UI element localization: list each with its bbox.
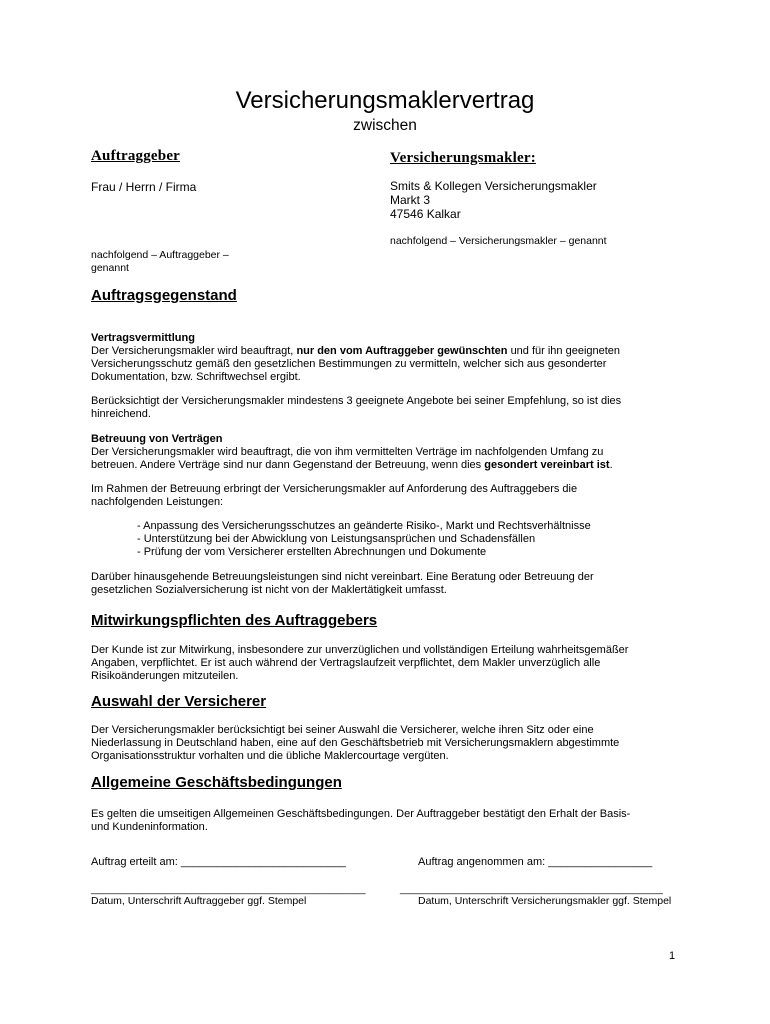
paragraph-vermittlung-line-1: Der Versicherungsmakler wird beauftragt, nur den vom Auftraggeber gewünschten und für ihn geeigneten: [91, 345, 621, 357]
broker-signature-caption: Datum, Unterschrift Versicherungsmakler ggf. Stempel: [418, 895, 672, 907]
paragraph-sozialversicherung-line-1: Darüber hinausgehende Betreuungsleistungen sind nicht vereinbart. Eine Beratung oder Betreuung der: [91, 571, 594, 583]
list-item: - Unterstützung bei der Abwicklung von Leistungsansprüchen und Schadensfällen: [137, 533, 536, 545]
paragraph-agb-line-2: und Kundeninformation.: [91, 821, 208, 833]
paragraph-angebote-line-2: hinreichend.: [91, 408, 151, 420]
section-heading-auftragsgegenstand: Auftragsgegenstand: [91, 287, 237, 304]
paragraph-vermittlung-line-3: Dokumentation, bzw. Schriftwechsel ergibt.: [91, 371, 301, 383]
section-heading-agb: Allgemeine Geschäftsbedingungen: [91, 774, 342, 791]
paragraph-auswahl-line-3: Organisationsstruktur vorhalten und die übliche Maklercourtage vergüten.: [91, 750, 449, 762]
paragraph-leistungen-line-1: Im Rahmen der Betreuung erbringt der Versicherungsmakler auf Anforderung des Auftraggebers die: [91, 483, 578, 495]
paragraph-auswahl-line-1: Der Versicherungsmakler berücksichtigt bei seiner Auswahl die Versicherer, welche ihren Sitz oder eine: [91, 724, 594, 736]
broker-address-line-1: Smits & Kollegen Versicherungsmakler: [390, 179, 597, 193]
client-signature-line: _______________________________________________: [91, 883, 366, 895]
order-date-field: Auftrag erteilt am: ___________________________: [91, 856, 347, 868]
client-designation: nachfolgend – Auftraggeber –: [91, 249, 229, 261]
client-name-line: Frau / Herrn / Firma: [91, 180, 197, 194]
client-heading: Auftraggeber: [91, 148, 181, 164]
paragraph-auswahl-line-2: Niederlassung in Deutschland haben, eine auf den Geschäftsbetrieb mit Versicherungsmaklern abgestimmte: [91, 737, 620, 749]
paragraph-angebote-line-1: Berücksichtigt der Versicherungsmakler mindestens 3 geeignete Angebote bei seiner Empfehlung, so ist dies: [91, 395, 622, 407]
client-signature-caption: Datum, Unterschrift Auftraggeber ggf. Stempel: [91, 895, 307, 907]
paragraph-mitwirkung-line-3: Risikoänderungen mitzuteilen.: [91, 670, 239, 682]
paragraph-leistungen-line-2: nachfolgenden Leistungen:: [91, 496, 224, 508]
section-heading-auswahl: Auswahl der Versicherer: [91, 693, 267, 710]
paragraph-mitwirkung-line-2: Angaben, verpflichtet. Er ist auch während der Vertragslaufzeit verpflichtet, dem Makler unverzüglich alle: [91, 657, 601, 669]
document-subtitle: zwischen: [353, 117, 417, 134]
list-item: - Prüfung der vom Versicherer erstellten Abrechnungen und Dokumente: [137, 546, 487, 558]
subheading-vertragsvermittlung: Vertragsvermittlung: [91, 332, 195, 344]
acceptance-date-field: Auftrag angenommen am: _________________: [418, 856, 653, 868]
subheading-betreuung: Betreuung von Verträgen: [91, 433, 223, 445]
paragraph-sozialversicherung-line-2: gesetzlichen Sozialversicherung ist nicht von der Maklertätigkeit umfasst.: [91, 584, 447, 596]
broker-address-line-3: 47546 Kalkar: [390, 207, 461, 221]
broker-address-line-2: Markt 3: [390, 193, 431, 207]
client-designation-genannt: genannt: [91, 262, 129, 274]
broker-signature-line: _____________________________________________: [400, 883, 663, 895]
paragraph-betreuung-line-2: betreuen. Andere Verträge sind nur dann Gegenstand der Betreuung, wenn dies gesondert vereinbart ist.: [91, 459, 613, 471]
page-number: 1: [669, 950, 676, 962]
section-heading-mitwirkungspflichten: Mitwirkungspflichten des Auftraggebers: [91, 612, 378, 629]
paragraph-betreuung-line-1: Der Versicherungsmakler wird beauftragt, die von ihm vermittelten Verträge im nachfolgenden Umfang zu: [91, 446, 604, 458]
list-item: - Anpassung des Versicherungsschutzes an geänderte Risiko-, Markt und Rechtsverhältnisse: [137, 520, 591, 532]
paragraph-mitwirkung-line-1: Der Kunde ist zur Mitwirkung, insbesondere zur unverzüglichen und vollständigen Erteilung wahrheitsgemäßer: [91, 644, 629, 656]
paragraph-agb-line-1: Es gelten die umseitigen Allgemeinen Geschäftsbedingungen. Der Auftraggeber bestätigt den Erhalt der Basis-: [91, 808, 631, 820]
broker-heading: Versicherungsmakler:: [390, 150, 536, 166]
document-title: Versicherungsmaklervertrag: [235, 87, 535, 114]
paragraph-vermittlung-line-2: Versicherungsschutz gemäß den gesetzlichen Bestimmungen zu vermitteln, welcher sich aus gesonderter: [91, 358, 607, 370]
broker-designation: nachfolgend – Versicherungsmakler – genannt: [390, 235, 607, 247]
